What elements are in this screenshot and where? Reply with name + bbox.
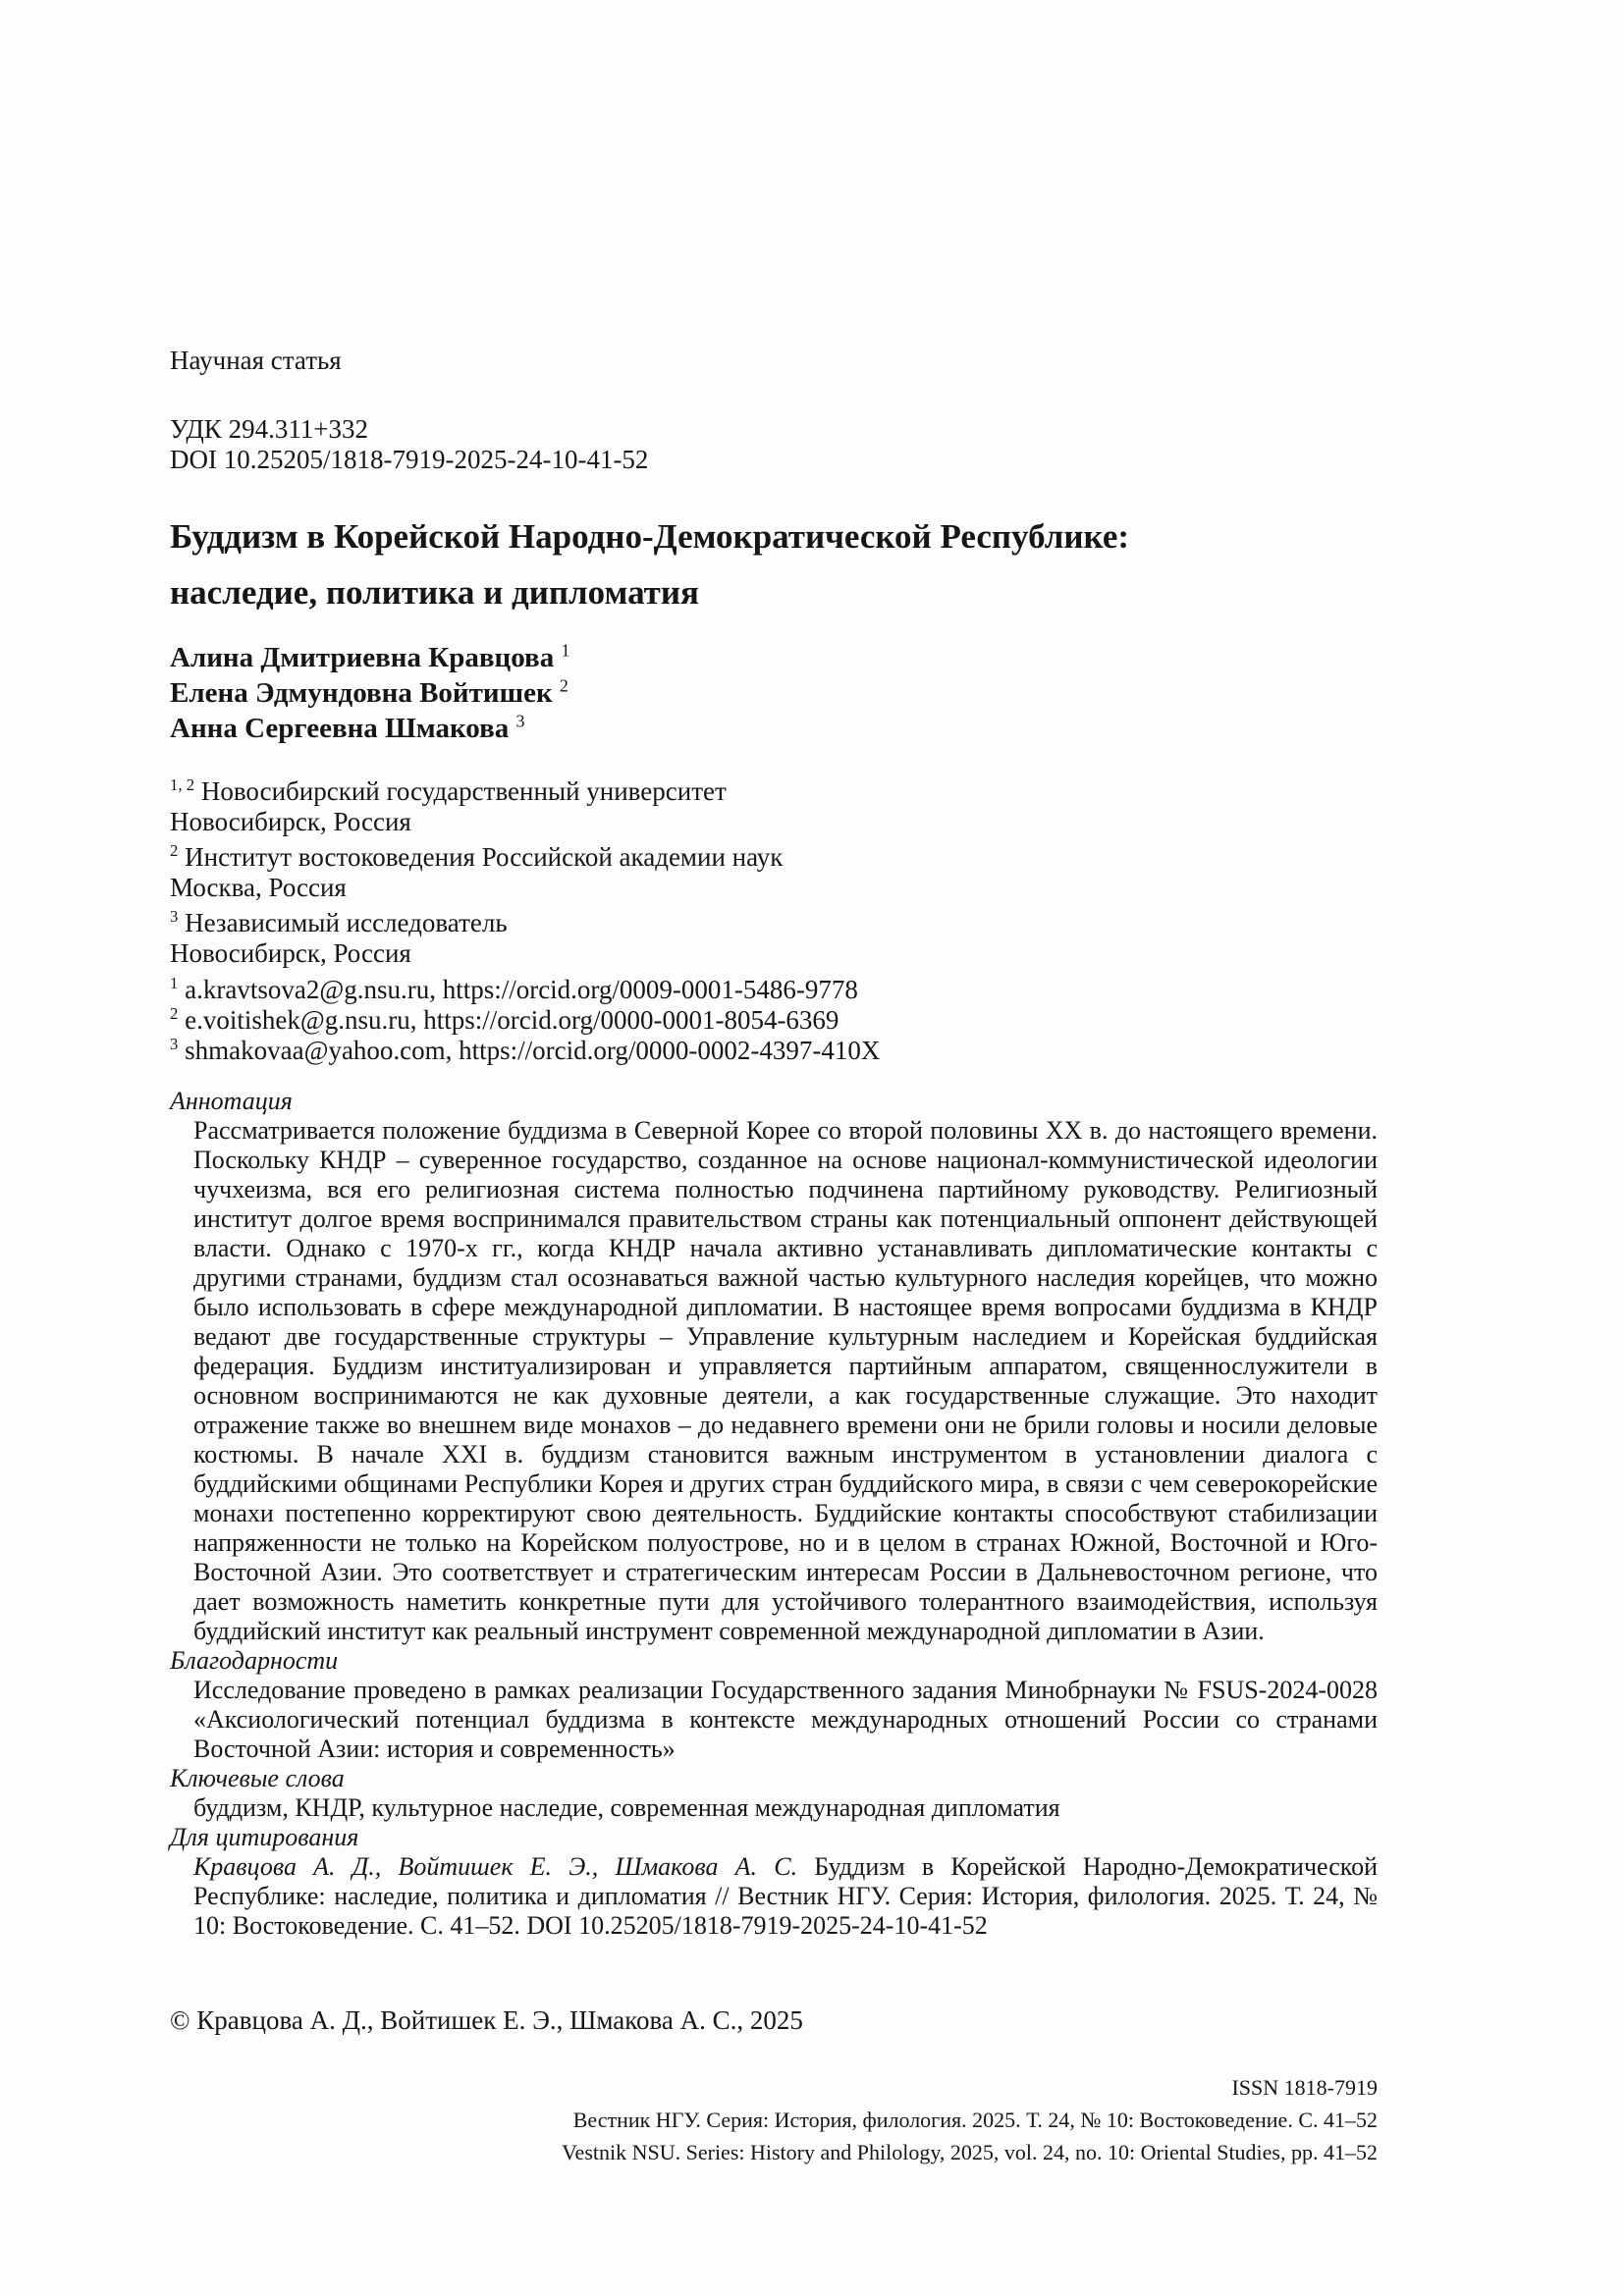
abstract-text: Рассматривается положение буддизма в Северной Корее со второй половины XX в. до настоящего времени. Поскольку КНДР – суверенное государство, созданное на основе национал-коммунистической идеологии чучхеизма, вся его религиозная система полностью подчинена партийному руководству. Религиозный институт долгое время воспринимался правительством страны как потенциальный оппонент действующей власти. Однако с 1970-х гг., когда КНДР начала активно устанавливать дипломатические контакты с другими странами, буддизм стал осознаваться важной частью культурного наследия корейцев, что можно было использовать в сфере международной дипломатии. В настоящее время вопросами буддизма в КНДР ведают две государственные структуры – Управление культурным наследием и Корейская буддийская федерация. Буддизм институализирован и управляется партийным аппаратом, священнослужители в основном воспринимаются не как духовные деятели, а как государственные служащие. Это находит отражение также во внешнем виде монахов – до недавнего времени они не брили головы и носили деловые костюмы. В начале XXI в. буддизм становится важным инструментом в установлении диалога с буддийскими общинами Республики Корея и других стран буддийского мира, в связи с чем северокорейские монахи постепенно корректируют свою деятельность. Буддийские контакты способствуют стабилизации напряженности не только на Корейском полуострове, но и в целом в странах Южной, Восточной и Юго-Восточной Азии. Это соответствует и стратегическим интересам России в Дальневосточном регионе, что дает возможность наметить конкретные пути для устойчивого толерантного взаимодействия, используя буддийский институт как реальный инструмент современной международной дипломатии в Азии. (193, 1116, 1378, 1645)
contact-email-orcid: a.kravtsova2@g.nsu.ru, https://orcid.org/0009-0001-5486-9778 (185, 975, 858, 1004)
contact-marker: 2 (170, 1004, 179, 1023)
abstract-heading: Аннотация (170, 1087, 293, 1115)
contact-marker: 3 (170, 1035, 179, 1053)
affiliation-marker: 2 (170, 841, 179, 860)
affiliation-city: Новосибирск, Россия (170, 807, 411, 836)
keywords-text: буддизм, КНДР, культурное наследие, современная международная дипломатия (193, 1793, 1060, 1822)
author-name: Алина Дмитриевна Кравцова (170, 642, 555, 673)
paper-title-line-1: Буддизм в Корейской Народно-Демократической Республике: (170, 517, 1130, 556)
affiliation-org-line (170, 842, 1378, 873)
affiliation-item (170, 842, 1378, 903)
contact-row (170, 1005, 1378, 1036)
contacts-list (170, 975, 1378, 1066)
identifiers-block (170, 414, 1378, 475)
authors-list (170, 640, 1378, 746)
author-name: Елена Эдмундовна Войтишек (170, 677, 553, 709)
citation-text (193, 1852, 1378, 1941)
paper-title (170, 508, 1378, 620)
affiliation-org-line (170, 776, 1378, 807)
author-marker: 1 (561, 640, 570, 661)
journal-footer (562, 2071, 1378, 2168)
author-marker: 3 (515, 711, 525, 731)
citation-rest: Буддизм в Корейской Народно-Демократической Республике: наследие, политика и дипломатия // Вестник НГУ. Серия: История, филология. 2025. Т. 24, № 10: Востоковедение. С. 41–52. DOI 10.25205/1818-7919-2025-24-10-41-52 (193, 1852, 1378, 1940)
contact-email-orcid: shmakovaa@yahoo.com, https://orcid.org/0000-0002-4397-410X (185, 1036, 881, 1065)
citation-authors: Кравцова А. Д., Войтишек Е. Э., Шмакова А. С. (193, 1852, 798, 1881)
footer-issn: ISSN 1818-7919 (1231, 2075, 1378, 2100)
keywords-heading: Ключевые слова (170, 1764, 345, 1792)
affiliation-city: Москва, Россия (170, 873, 347, 902)
author-name: Анна Сергеевна Шмакова (170, 713, 510, 744)
article-type-label: Научная статья (170, 346, 342, 375)
affiliation-org-line (170, 908, 1378, 938)
affiliation-city: Новосибирск, Россия (170, 938, 411, 968)
article-sections (170, 1087, 1378, 1941)
affiliation-org: Институт востоковедения Российской академии наук (185, 842, 784, 872)
affiliation-marker: 1, 2 (170, 775, 195, 794)
article-front-matter (170, 346, 1378, 1941)
affiliation-marker: 3 (170, 907, 179, 926)
contact-row (170, 1036, 1378, 1066)
copyright-line: © Кравцова А. Д., Войтишек Е. Э., Шмакова А. С., 2025 (170, 2005, 803, 2035)
citation-heading: Для цитирования (170, 1823, 359, 1851)
udk-code: УДК 294.311+332 (170, 414, 369, 444)
affiliation-item (170, 776, 1378, 837)
footer-journal-en: Vestnik NSU. Series: History and Philology, 2025, vol. 24, no. 10: Oriental Studies, pp. 41–52 (562, 2140, 1378, 2164)
footer-journal-ru: Вестник НГУ. Серия: История, филология. 2025. Т. 24, № 10: Востоковедение. С. 41–52 (572, 2108, 1378, 2132)
affiliation-item (170, 908, 1378, 969)
author-row (170, 711, 1378, 746)
author-row (170, 675, 1378, 711)
paper-title-line-2: наследие, политика и дипломатия (170, 573, 699, 612)
contact-marker: 1 (170, 974, 179, 992)
affiliation-org: Новосибирский государственный университет (200, 776, 727, 806)
affiliations-list (170, 776, 1378, 969)
doi-code: DOI 10.25205/1818-7919-2025-24-10-41-52 (170, 445, 649, 474)
contact-email-orcid: e.voitishek@g.nsu.ru, https://orcid.org/0000-0001-8054-6369 (185, 1005, 839, 1035)
author-marker: 2 (559, 675, 568, 696)
author-row (170, 640, 1378, 675)
acknowledgements-text: Исследование проведено в рамках реализации Государственного задания Минобрнауки № FSUS-2024-0028 «Аксиологический потенциал буддизма в контексте международных отношений России со странами Восточной Азии: история и современность» (193, 1676, 1378, 1763)
affiliation-org: Независимый исследователь (185, 908, 508, 937)
acknowledgements-heading: Благодарности (170, 1646, 339, 1675)
contact-row (170, 975, 1378, 1005)
